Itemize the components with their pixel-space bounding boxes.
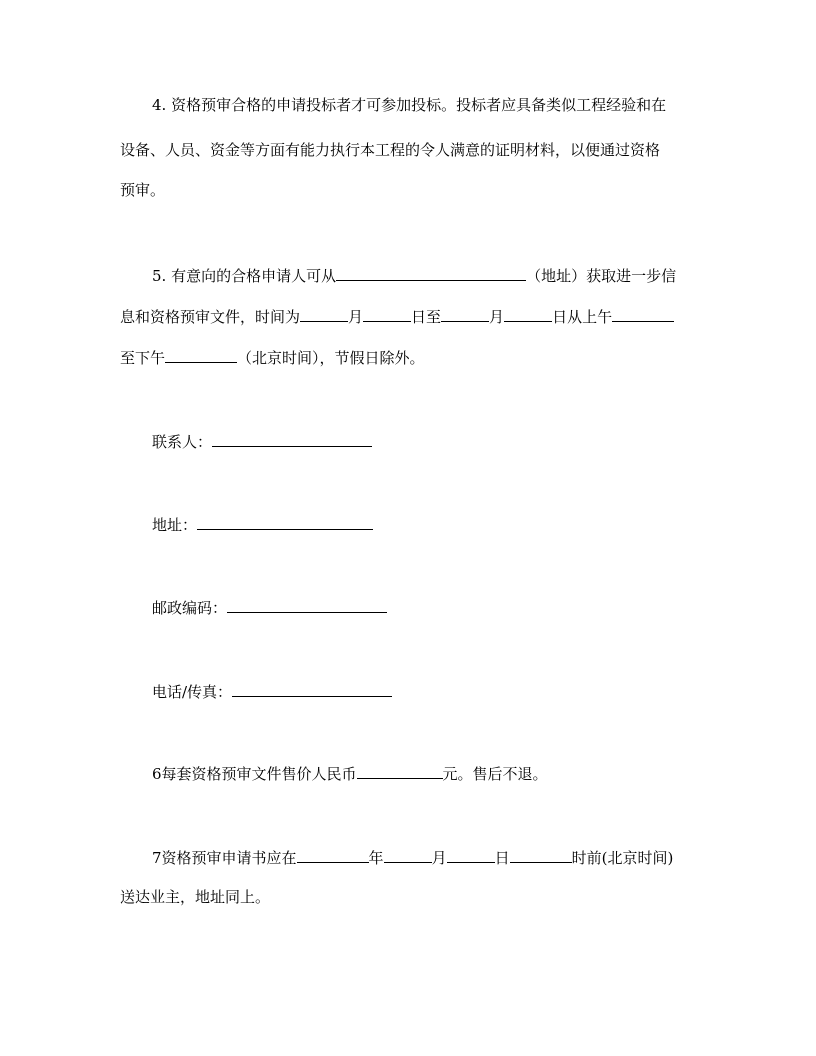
p7-text: 时前(北京时间): [571, 849, 674, 867]
day-blank[interactable]: [447, 846, 495, 863]
p5-text: 日至: [411, 308, 442, 326]
p5-line-3: [120, 346, 425, 366]
pm-time-blank[interactable]: [165, 346, 237, 363]
hour-blank[interactable]: [510, 846, 572, 863]
p5-text: 月: [348, 308, 364, 326]
p7-text: 日: [494, 849, 510, 867]
address-blank[interactable]: [336, 264, 526, 281]
p7-text: 月: [431, 849, 447, 867]
p6-text: 6每套资格预审文件售价人民币: [152, 765, 357, 783]
contact-person-label: 联系人：: [152, 433, 213, 451]
p4-line-1: 4. 资格预审合格的申请投标者才可参加投标。投标者应具备类似工程经验和在: [152, 96, 667, 114]
phone-row: [152, 680, 392, 700]
p7-text: 年: [368, 849, 384, 867]
p5-text: 5. 有意向的合格申请人可从: [152, 267, 337, 285]
contact-person-blank[interactable]: [212, 430, 372, 447]
p6-text: 元。售后不退。: [442, 765, 548, 783]
contact-person-row: [152, 430, 372, 450]
p5-text: 日从上午: [552, 308, 613, 326]
postcode-blank[interactable]: [227, 596, 387, 613]
end-month-blank[interactable]: [441, 305, 489, 322]
year-blank[interactable]: [297, 846, 369, 863]
p7-line-1: [152, 846, 673, 866]
p7-text: 7资格预审申请书应在: [152, 849, 297, 867]
address-row: [152, 513, 373, 533]
p7-line-2: 送达业主，地址同上。: [120, 888, 271, 906]
contact-address-blank[interactable]: [197, 513, 373, 530]
p5-line-1: [152, 264, 676, 284]
end-day-blank[interactable]: [504, 305, 552, 322]
p5-text: 息和资格预审文件，时间为: [120, 308, 301, 326]
address-label: 地址：: [152, 516, 198, 534]
p5-text: （地址）获取进一步信: [526, 267, 677, 285]
p5-line-2: [120, 305, 674, 325]
postcode-label: 邮政编码：: [152, 599, 228, 617]
phone-fax-label: 电话/传真：: [152, 683, 233, 701]
p5-text: 月: [489, 308, 505, 326]
p4-line-3: 预审。: [120, 181, 166, 199]
p5-text: （北京时间），节假日除外。: [237, 349, 425, 367]
phone-fax-blank[interactable]: [232, 680, 392, 697]
start-day-blank[interactable]: [363, 305, 411, 322]
postcode-row: [152, 596, 387, 616]
p4-line-2: 设备、人员、资金等方面有能力执行本工程的令人满意的证明材料，以便通过资格: [120, 141, 661, 159]
paragraph-6: [152, 762, 548, 782]
p5-text: 至下午: [120, 349, 166, 367]
start-month-blank[interactable]: [300, 305, 348, 322]
month-blank[interactable]: [384, 846, 432, 863]
price-blank[interactable]: [357, 762, 443, 779]
am-time-blank[interactable]: [612, 305, 674, 322]
